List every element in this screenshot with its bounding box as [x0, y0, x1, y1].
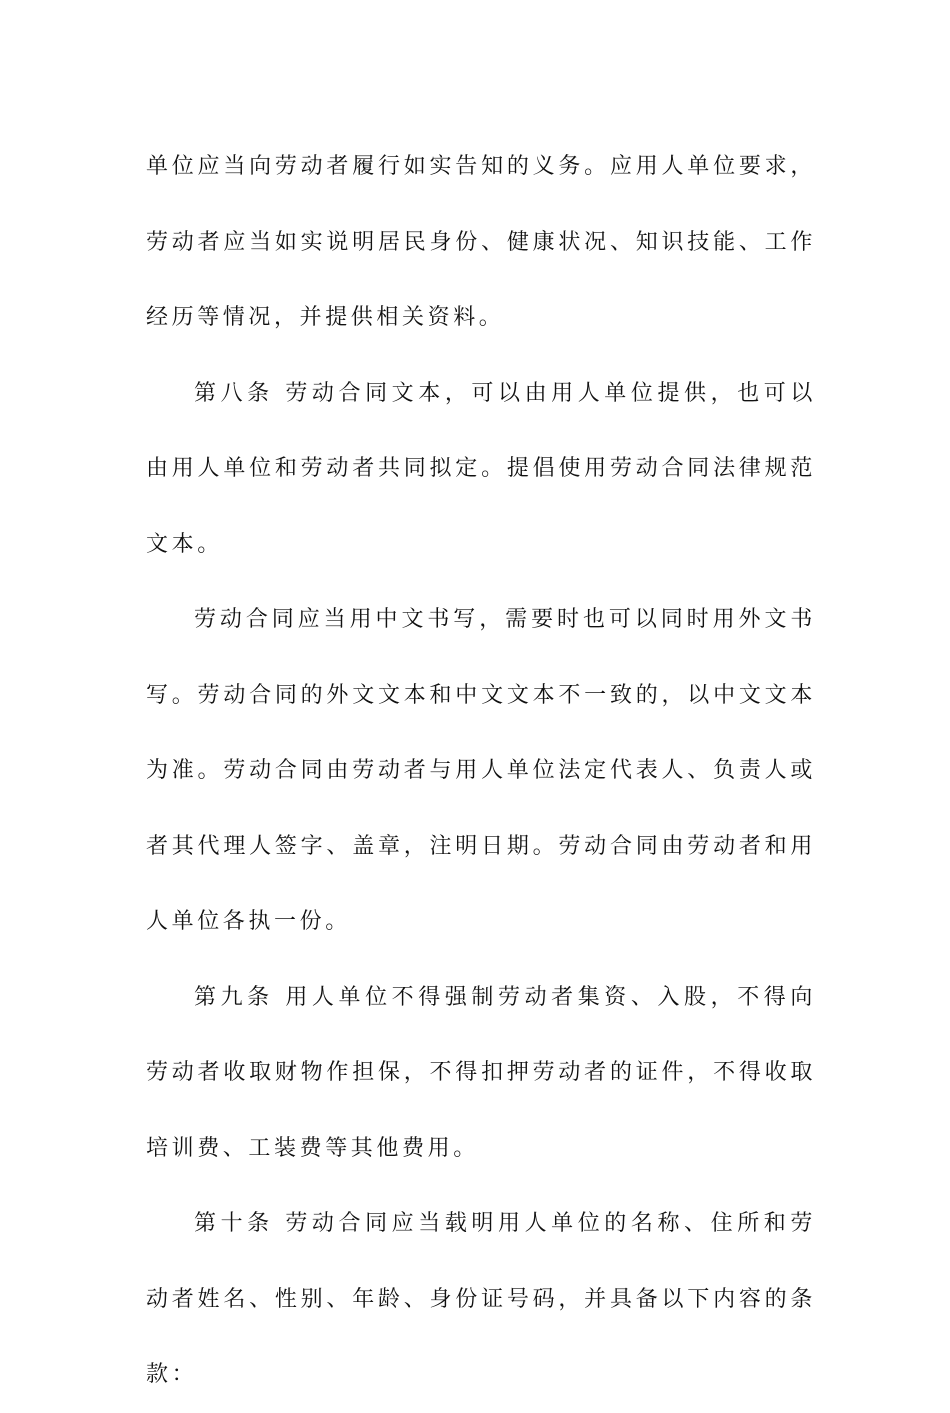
paragraph-article-10: 第十条 劳动合同应当载明用人单位的名称、住所和劳动者姓名、性别、年龄、身份证号码，并具备以下内容的条款：	[146, 1211, 816, 1387]
paragraph-disclosure-duty: 单位应当向劳动者履行如实告知的义务。应用人单位要求，劳动者应当如实说明居民身份、健康状况、知识技能、工作经历等情况，并提供相关资料。	[146, 154, 816, 330]
document-body	[146, 129, 816, 1413]
paragraph-contract-language: 劳动合同应当用中文书写，需要时也可以同时用外文书写。劳动合同的外文文本和中文文本不一致的，以中文文本为准。劳动合同由劳动者与用人单位法定代表人、负责人或者其代理人签字、盖章，注明日期。劳动合同由劳动者和用人单位各执一份。	[146, 607, 816, 934]
paragraph-article-8: 第八条 劳动合同文本，可以由用人单位提供，也可以由用人单位和劳动者共同拟定。提倡使用劳动合同法律规范文本。	[146, 380, 816, 557]
paragraph-article-9: 第九条 用人单位不得强制劳动者集资、入股，不得向劳动者收取财物作担保，不得扣押劳动者的证件，不得收取培训费、工装费等其他费用。	[146, 984, 816, 1161]
